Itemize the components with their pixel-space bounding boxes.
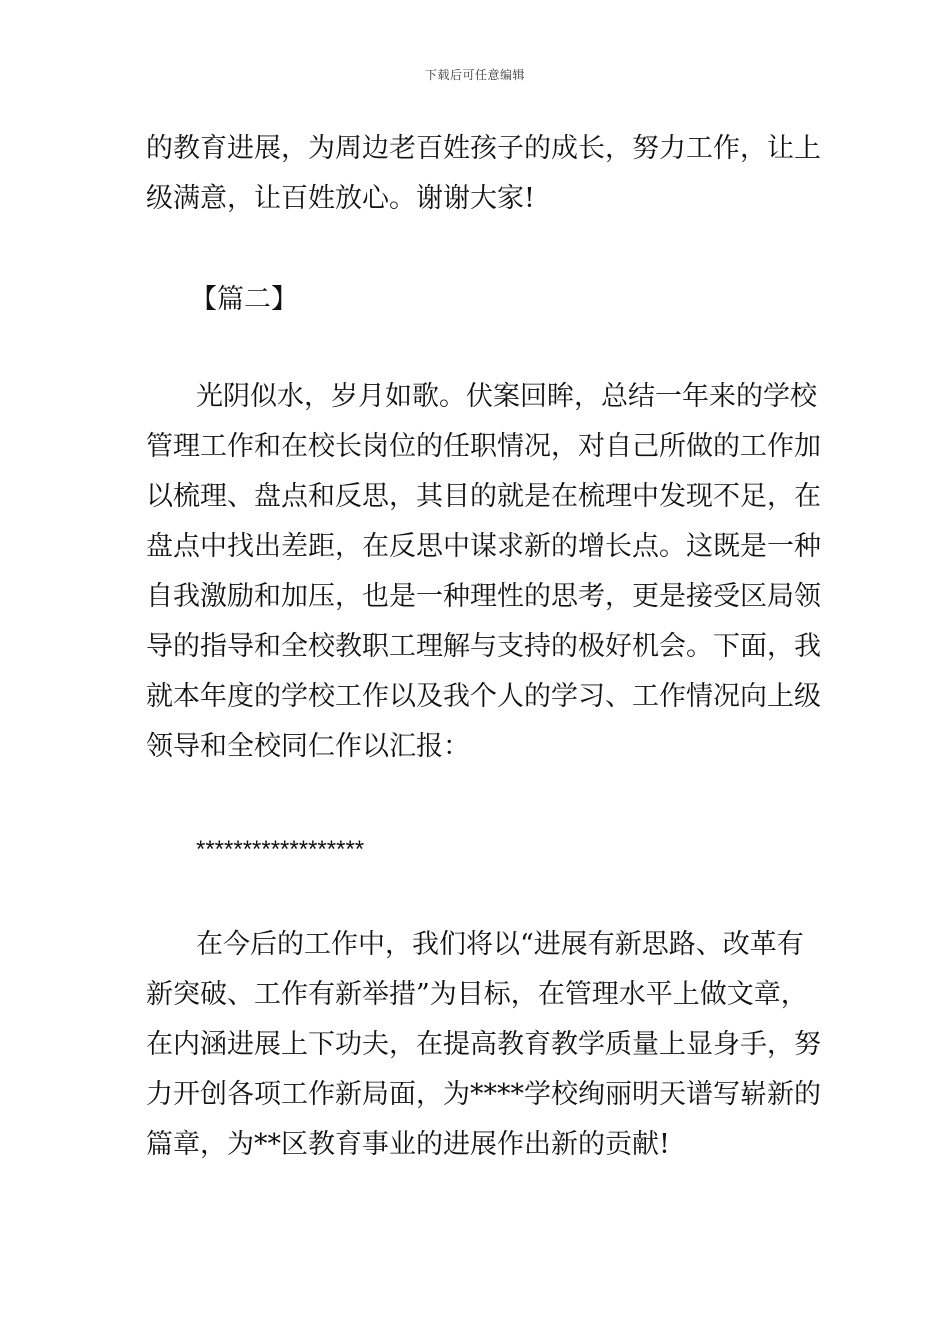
page-header: 下载后可任意编辑	[424, 68, 525, 82]
section-title: 【篇二】	[190, 284, 298, 315]
paragraph-line: 以梳理、盘点和反思，其目的就是在梳理中发现不足，在	[146, 481, 821, 512]
paragraph-line: 盘点中找出差距，在反思中谋求新的增长点。这既是一种	[146, 531, 821, 562]
paragraph-line: 级满意，让百姓放心。谢谢大家!	[146, 183, 535, 214]
paragraph-line: 篇章，为**区教育事业的进展作出新的贡献!	[146, 1129, 670, 1160]
paragraph-line: 在今后的工作中，我们将以“进展有新思路、改革有	[196, 929, 804, 960]
paragraph-line: 新突破、工作有新举措”为目标，在管理水平上做文章，	[146, 979, 808, 1010]
paragraph-line: 力开创各项工作新局面，为****学校绚丽明天谱写崭新的	[146, 1079, 821, 1110]
paragraph-line: 领导和全校同仁作以汇报：	[146, 731, 470, 762]
paragraph-line: 光阴似水，岁月如歌。伏案回眸，总结一年来的学校	[196, 381, 817, 412]
paragraph-line: 的教育进展，为周边老百姓孩子的成长，努力工作，让上	[146, 133, 821, 164]
paragraph-line: 导的指导和全校教职工理解与支持的极好机会。下面，我	[146, 631, 821, 662]
paragraph-line: 自我激励和加压，也是一种理性的思考，更是接受区局领	[146, 581, 821, 612]
paragraph-line: 就本年度的学校工作以及我个人的学习、工作情况向上级	[146, 681, 821, 712]
separator-stars: ******************	[196, 836, 365, 863]
paragraph-line: 在内涵进展上下功夫，在提高教育教学质量上显身手，努	[146, 1029, 821, 1060]
paragraph-line: 管理工作和在校长岗位的任职情况，对自己所做的工作加	[146, 431, 821, 462]
